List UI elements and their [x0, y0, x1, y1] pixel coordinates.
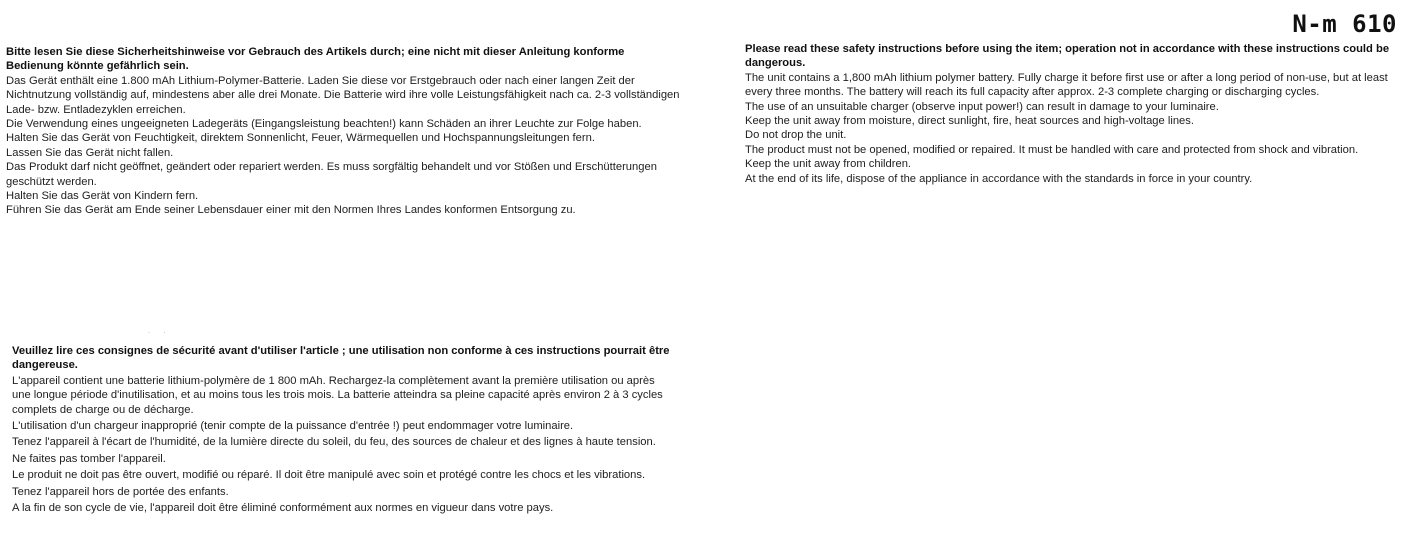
german-heading: Bitte lesen Sie diese Sicherheitshinweise vor Gebrauch des Artikels durch; eine nicht mit dieser Anleitung konforme Bedienung könnte gefährlich sein.	[6, 46, 625, 73]
english-paragraph-battery: The unit contains a 1,800 mAh lithium polymer battery. Fully charge it before first use or after a long period of non-use, but at least every three months. The battery will reach its full capacity after approx. 2-3 complete charging or discharging cycles.	[745, 71, 1388, 99]
safety-instructions-german	[6, 45, 682, 218]
german-paragraph-handling: Das Produkt darf nicht geöffnet, geändert oder repariert werden. Es muss sorgfältig behandelt und vor Stößen und Erschütterungen geschützt werden.	[6, 161, 657, 188]
english-paragraph-handling: The product must not be opened, modified or repaired. It must be handled with care and protected from shock and vibration.	[745, 143, 1359, 156]
safety-instructions-english	[745, 42, 1405, 186]
german-paragraph-disposal: Führen Sie das Gerät am Ende seiner Lebensdauer einer mit den Normen Ihres Landes konformen Entsorgung zu.	[6, 204, 576, 217]
french-paragraph-children: Tenez l'appareil hors de portée des enfants.	[12, 485, 229, 498]
english-paragraph-children: Keep the unit away from children.	[745, 158, 912, 171]
french-paragraph-handling: Le produit ne doit pas être ouvert, modifié ou réparé. Il doit être manipulé avec soin et protégé contre les chocs et les vibrations.	[12, 469, 646, 482]
safety-instructions-french	[12, 344, 672, 515]
french-paragraph-drop: Ne faites pas tomber l'appareil.	[12, 452, 166, 465]
english-paragraph-charger: The use of an unsuitable charger (observe input power!) can result in damage to your luminaire.	[745, 100, 1219, 113]
german-paragraph-environment: Halten Sie das Gerät von Feuchtigkeit, direktem Sonnenlicht, Feuer, Wärmequellen und Hochspannungsleitungen fern.	[6, 132, 595, 145]
french-paragraph-charger: L'utilisation d'un chargeur inapproprié (tenir compte de la puissance d'entrée !) peut endommager votre luminaire.	[12, 420, 574, 433]
german-paragraph-battery: Das Gerät enthält eine 1.800 mAh Lithium-Polymer-Batterie. Laden Sie diese vor Erstgebrauch oder nach einer langen Zeit der Nichtnutzung vollständig auf, mindestens aber alle drei Monate. Die Batterie wird ihre volle Leistungsfähigkeit nach ca. 2-3 vollständigen Lade- bzw. Entladezyklen erreichen.	[6, 74, 680, 116]
german-paragraph-children: Halten Sie das Gerät von Kindern fern.	[6, 190, 199, 203]
german-paragraph-charger: Die Verwendung eines ungeeigneten Ladegeräts (Eingangsleistung beachten!) kann Schäden an ihrer Leuchte zur Folge haben.	[6, 118, 642, 131]
stray-marks: · ·	[148, 330, 172, 336]
french-paragraph-environment: Tenez l'appareil à l'écart de l'humidité, de la lumière directe du soleil, du feu, des sources de chaleur et des lignes à haute tension.	[12, 436, 656, 449]
french-paragraph-battery: L'appareil contient une batterie lithium-polymère de 1 800 mAh. Rechargez-la complètement avant la première utilisation ou après une longue période d'inutilisation, et au moins tous les trois mois. La batterie atteindra sa pleine capacité après environ 2 à 3 cycles complets de charge ou de décharge.	[12, 374, 663, 416]
french-heading: Veuillez lire ces consignes de sécurité avant d'utiliser l'article ; une utilisation non conforme à ces instructions pourrait être dangereuse.	[12, 345, 670, 372]
english-paragraph-environment: Keep the unit away from moisture, direct sunlight, fire, heat sources and high-voltage lines.	[745, 115, 1194, 128]
german-paragraph-drop: Lassen Sie das Gerät nicht fallen.	[6, 146, 174, 159]
english-paragraph-drop: Do not drop the unit.	[745, 129, 847, 142]
english-heading: Please read these safety instructions before using the item; operation not in accordance with these instructions could be dangerous.	[745, 43, 1390, 70]
english-paragraph-disposal: At the end of its life, dispose of the appliance in accordance with the standards in force in your country.	[745, 172, 1253, 185]
model-label: N-m 610	[1292, 10, 1397, 38]
french-paragraph-disposal: A la fin de son cycle de vie, l'appareil doit être éliminé conformément aux normes en vigueur dans votre pays.	[12, 502, 554, 515]
